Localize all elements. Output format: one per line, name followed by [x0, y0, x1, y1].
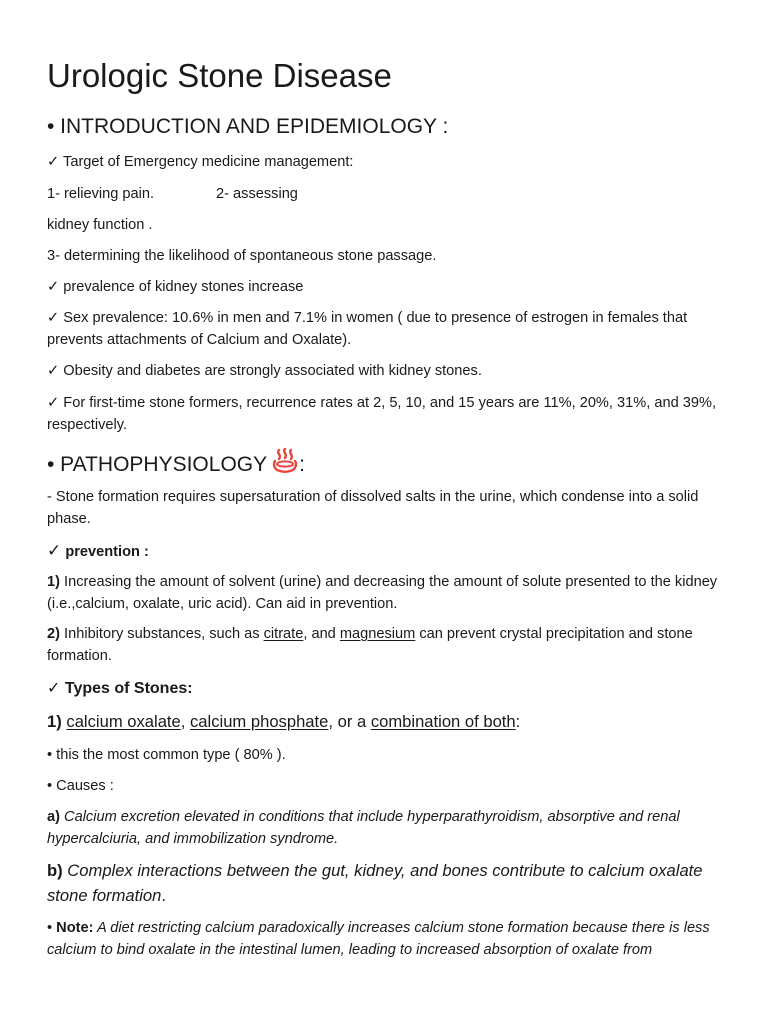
types-of-stones-label: ✓ Types of Stones:: [47, 680, 193, 697]
common-type-line: • this the most common type ( 80% ).: [47, 747, 286, 763]
magnesium-link: magnesium: [339, 626, 416, 642]
hot-springs-icon: [271, 448, 299, 482]
document-title: Urologic Stone Disease: [47, 57, 392, 94]
obesity-line: ✓ Obesity and diabetes are strongly associated with kidney stones.: [47, 363, 482, 379]
citrate-link: citrate: [263, 626, 304, 642]
causes-line: • Causes :: [47, 778, 114, 794]
check-icon: ✓: [47, 680, 61, 697]
relieving-line: 1- relieving pain. 2- assessing: [47, 186, 298, 202]
note-paragraph: • Note: A diet restricting calcium paradoxically increases calcium stone formation because there is less calcium to bind oxalate in the intestinal lumen, leading to increased absorption of oxalate from: [47, 920, 710, 958]
prevalence-line: ✓ prevalence of kidney stones increase: [47, 279, 304, 295]
check-icon: ✓: [47, 395, 60, 411]
patho-heading: • PATHOPHYSIOLOGY :: [47, 448, 305, 482]
determining-line: 3- determining the likelihood of spontaneous stone passage.: [47, 248, 437, 264]
check-icon: ✓: [47, 310, 60, 326]
prevention-label: ✓ prevention :: [47, 541, 149, 560]
sex-prevalence-line: ✓ Sex prevalence: 10.6% in men and 7.1% in women ( due to presence of estrogen in females that prevents attachments of Calcium and Oxalate).: [47, 310, 688, 348]
target-line: ✓ Target of Emergency medicine management:: [47, 154, 354, 170]
kidney-function-line: kidney function .: [47, 217, 153, 233]
check-icon: ✓: [47, 541, 62, 560]
cause-b: b) Complex interactions between the gut, kidney, and bones contribute to calcium oxalate stone formation.: [47, 861, 703, 905]
check-icon: ✓: [47, 363, 60, 379]
recurrence-line: ✓ For first-time stone formers, recurrence rates at 2, 5, 10, and 15 years are 11%, 20%, 31%, and 39%, respectively.: [47, 395, 717, 433]
prevention-item-2: 2) Inhibitory substances, such as citrate, and magnesium can prevent crystal precipitation and stone formation.: [47, 626, 693, 664]
prevention-item-1: 1) Increasing the amount of solvent (urine) and decreasing the amount of solute presented to the kidney (i.e.,calcium, oxalate, uric acid). Can aid in prevention.: [47, 574, 718, 612]
type-1-heading: 1) calcium oxalate, calcium phosphate, or a combination of both:: [47, 712, 521, 731]
supersaturation-line: - Stone formation requires supersaturation of dissolved salts in the urine, which condense into a solid phase.: [47, 489, 699, 527]
cause-a: a) Calcium excretion elevated in conditions that include hyperparathyroidism, absorptive and renal hypercalciuria, and immobilization syndrome.: [47, 809, 680, 847]
check-icon: ✓: [47, 279, 60, 295]
check-icon: ✓: [47, 154, 60, 170]
intro-heading: • INTRODUCTION AND EPIDEMIOLOGY :: [47, 115, 449, 138]
